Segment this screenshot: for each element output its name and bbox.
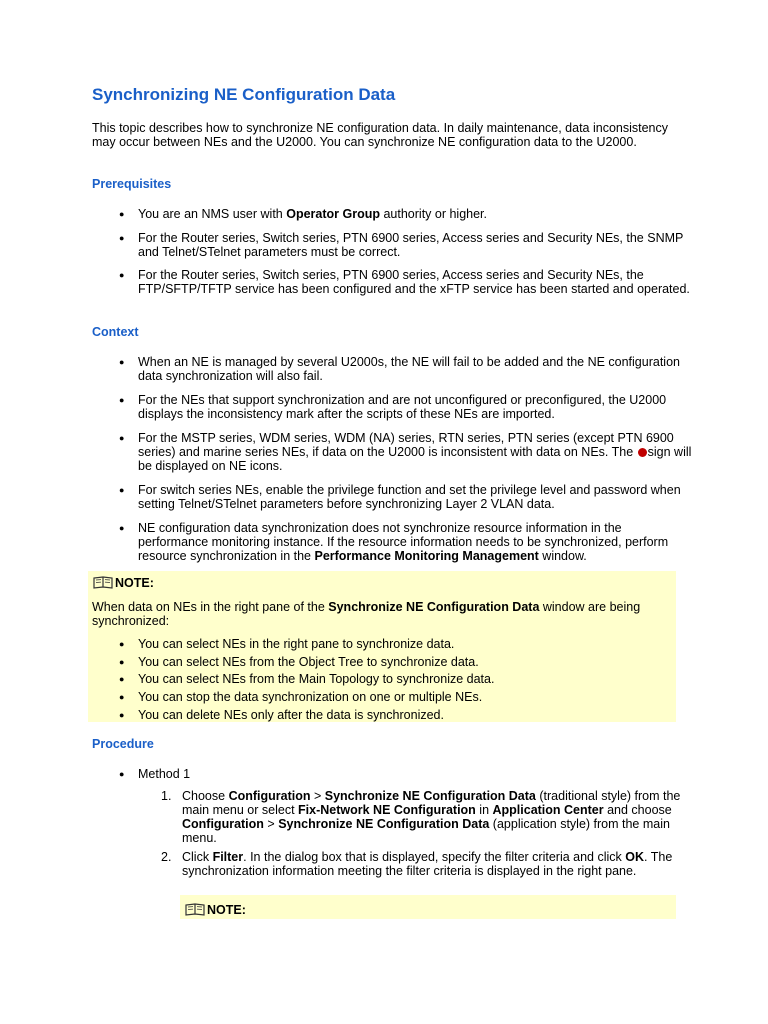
- bullet: ●: [119, 674, 125, 684]
- bullet: ●: [119, 357, 125, 367]
- list-item: ● For switch series NEs, enable the privilege function and set the privilege level and password when setting Telnet/STelnet parameters before synchronizing Layer 2 VLAN data.: [119, 483, 681, 511]
- bullet: ●: [119, 710, 125, 720]
- prerequisites-heading: Prerequisites: [92, 177, 172, 191]
- sync-window-term: Synchronize NE Configuration Data: [328, 600, 540, 614]
- list-item: ● For the Router series, Switch series, PTN 6900 series, Access series and Security NEs, the SNMP and Telnet/STelnet parameters must be correct.: [119, 231, 684, 259]
- bullet: ●: [119, 692, 125, 702]
- bullet: ●: [119, 485, 125, 495]
- note-intro: When data on NEs in the right pane of the Synchronize NE Configuration Data window are being synchronized:: [92, 600, 641, 628]
- bullet: ●: [119, 639, 125, 649]
- bullet: ●: [119, 233, 125, 243]
- bullet: ●: [119, 433, 125, 443]
- method-item: ● Method 1: [119, 767, 191, 781]
- performance-monitoring-term: Performance Monitoring Management: [314, 549, 539, 563]
- bullet: ●: [119, 209, 125, 219]
- bullet: ●: [119, 270, 125, 280]
- note-list-item: ● You can select NEs from the Object Tree to synchronize data.: [119, 655, 479, 669]
- bullet: ●: [119, 395, 125, 405]
- list-item: ● For the Router series, Switch series, PTN 6900 series, Access series and Security NEs, the FTP/SFTP/TFTP service has been configured and the xFTP service has been started and operated.: [119, 268, 690, 296]
- note-list-item: ● You can select NEs from the Main Topology to synchronize data.: [119, 672, 495, 686]
- bullet: ●: [119, 769, 125, 779]
- intro-paragraph: This topic describes how to synchronize NE configuration data. In daily maintenance, data inconsistency may occur between NEs and the U2000. You can synchronize NE configuration data to the U2000.: [92, 121, 669, 149]
- page-title: Synchronizing NE Configuration Data: [92, 85, 396, 104]
- book-icon: [185, 903, 205, 916]
- note-list-item: ● You can stop the data synchronization on one or multiple NEs.: [119, 690, 483, 704]
- list-item: ● You are an NMS user with Operator Group authority or higher.: [119, 207, 488, 221]
- list-item: ● For the MSTP series, WDM series, WDM (NA) series, RTN series, PTN series (except PTN 6900 series) and marine series NEs, if data on the U2000 is inconsistent with data on NEs. The sign will be displayed on NE icons.: [119, 431, 692, 473]
- list-item: ● For the NEs that support synchronization and are not unconfigured or preconfigured, the U2000 displays the inconsistency mark after the scripts of these NEs are imported.: [119, 393, 667, 421]
- list-item: ● NE configuration data synchronization does not synchronize resource information in the performance monitoring instance. If the resource information needs to be synchronized, perform resource synchronization in the Performance Monitoring Management window.: [119, 521, 669, 563]
- note-list-item: ● You can delete NEs only after the data is synchronized.: [119, 708, 444, 722]
- book-icon: [93, 576, 113, 589]
- procedure-step-1: 1. Choose Configuration > Synchronize NE Configuration Data (traditional style) from the main menu or select Fix-Network NE Configuration in Application Center and choose Configuration > Synchronize NE Configuration Data (application style) from the main menu.: [161, 789, 681, 845]
- inconsistency-mark-icon: [638, 448, 647, 457]
- operator-group-term: Operator Group: [286, 207, 380, 221]
- note-box-procedure: [180, 895, 676, 919]
- procedure-step-2: 2. Click Filter. In the dialog box that is displayed, specify the filter criteria and click OK. The synchronization information meeting the filter criteria is displayed in the right pane.: [161, 850, 673, 878]
- list-item: ● When an NE is managed by several U2000s, the NE will fail to be added and the NE configuration data synchronization will also fail.: [119, 355, 680, 383]
- bullet: ●: [119, 523, 125, 533]
- procedure-heading: Procedure: [92, 737, 154, 751]
- note-heading: NOTE:: [93, 576, 154, 590]
- note-list-item: ● You can select NEs in the right pane to synchronize data.: [119, 637, 455, 651]
- bullet: ●: [119, 657, 125, 667]
- procedure-note-heading: NOTE:: [185, 903, 246, 917]
- context-heading: Context: [92, 325, 139, 339]
